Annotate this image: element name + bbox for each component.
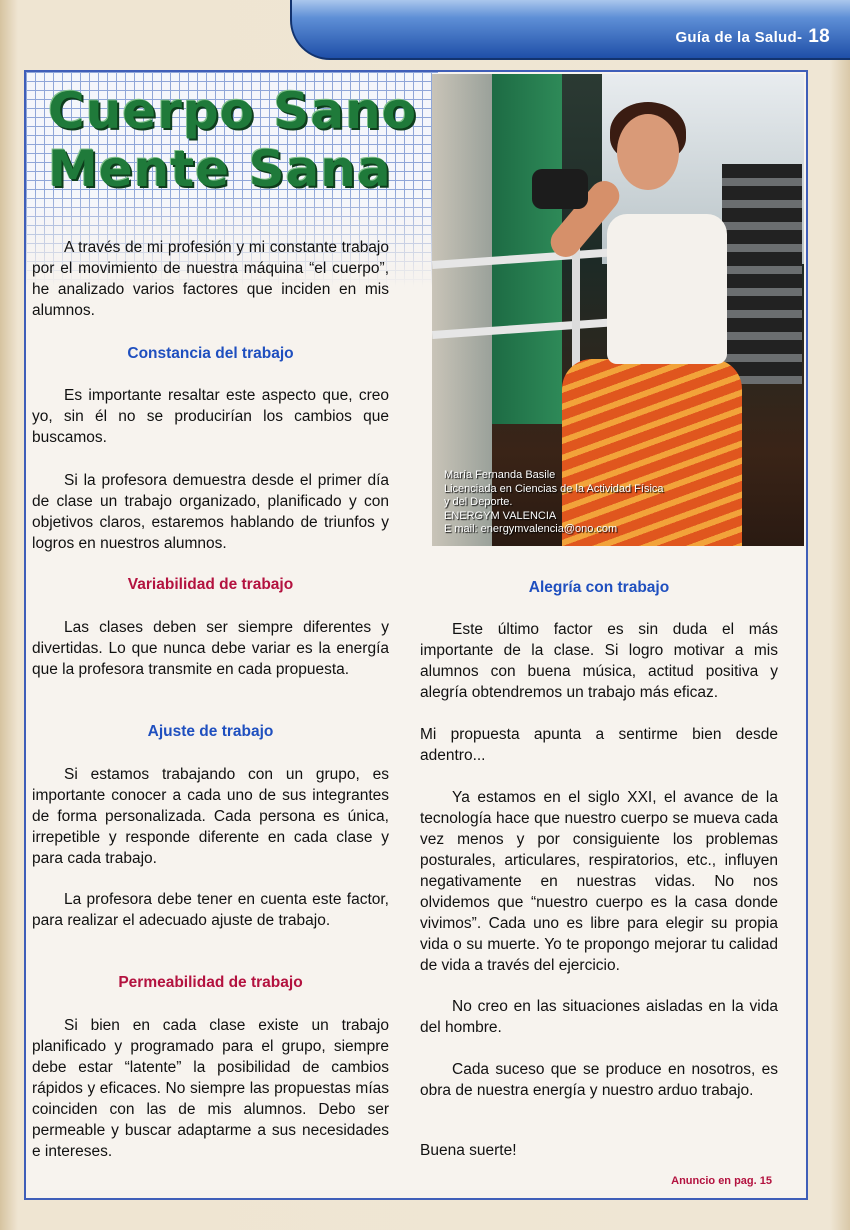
section-heading: Ajuste de trabajo (147, 723, 274, 740)
photo-dumbbell (532, 169, 588, 209)
title-line-1: Cuerpo Sano (48, 82, 418, 140)
paragraph: Cada suceso que se produce en nosotros, es obra de nuestra energía y nuestro arduo trabajo. (420, 1061, 778, 1099)
header-tab (290, 0, 850, 60)
author-photo (432, 74, 804, 546)
section-heading: Constancia del trabajo (127, 345, 294, 362)
left-column (32, 574, 389, 595)
page-number: 18 (808, 26, 830, 47)
paragraph: Este último factor es sin duda el más importante de la clase. Si logro motivar a mis alumnos con buena música, actitud positiva y alegría obtendremos un trabajo más eficaz. (420, 621, 778, 701)
right-column (420, 996, 778, 1038)
section-heading: Permeabilidad de trabajo (118, 974, 303, 991)
photo-dumbbell-rack (722, 164, 802, 384)
title-line-2: Mente Sana (48, 140, 392, 198)
photo-caption (444, 469, 664, 537)
paragraph: Ya estamos en el siglo XXI, el avance de la tecnología hace que nuestro cuerpo se mueva cada vez menos y por consiguiente los problemas posturales, articulares, respiratorios, etc., influyen negativamente en nuestras vidas. No nos olvidemos que “nuestro cuerpo es la casa donde vivimos”. Cada uno es libre para elegir su propia vida o su muerte. Yo te propongo mejorar tu calidad de vida a través del ejercicio. (420, 789, 778, 974)
ad-reference: Anuncio en pag. 15 (671, 1175, 772, 1187)
caption-degree: Licenciada en Ciencias de la Actividad Física (444, 482, 664, 495)
section-name: Guía de la Salud- (675, 29, 803, 46)
right-column (420, 1059, 778, 1101)
right-column (420, 724, 778, 766)
left-column (32, 764, 389, 869)
closing-line: Buena suerte! (420, 1142, 517, 1159)
photo-person-face (617, 114, 679, 190)
photo-person-top (607, 214, 727, 364)
caption-name: María Fernanda Basile (444, 469, 556, 481)
right-column (420, 1140, 778, 1161)
paragraph: Si bien en cada clase existe un trabajo planificado y programado para el grupo, siempre debe estar “latente” la posibilidad de cambios rápidos y eficaces. No siempre las propuestas mías coinciden con las de mis alumnos. Debo ser permeable y buscar adaptarme a sus necesidades e intereses. (32, 1017, 389, 1160)
left-column (32, 343, 389, 364)
caption-gym: ENERGYM VALENCIA (444, 509, 557, 522)
paragraph: La profesora debe tener en cuenta este factor, para realizar el adecuado ajuste de trabajo. (32, 891, 389, 929)
running-header (675, 26, 830, 48)
left-column (32, 617, 389, 680)
paragraph: Si la profesora demuestra desde el primer día de clase un trabajo organizado, planificado y con objetivos claros, estaremos hablando de triunfos y logros en nuestros alumnos. (32, 472, 389, 552)
section-heading: Variabilidad de trabajo (127, 576, 294, 593)
paragraph: Es importante resaltar este aspecto que, creo yo, sin él no se producirían los cambios que buscamos. (32, 387, 389, 446)
section-heading: Alegría con trabajo (528, 579, 670, 596)
caption-email: E mail: energymvalencia@ono.com (444, 523, 618, 535)
paragraph: No creo en las situaciones aisladas en la vida del hombre. (420, 998, 778, 1036)
caption-degree-cont: y del Deporte. (444, 496, 513, 508)
left-column (32, 889, 389, 931)
left-column (32, 237, 389, 321)
left-column (32, 385, 389, 448)
article-title (48, 82, 417, 198)
right-column (420, 619, 778, 703)
intro-paragraph: A través de mi profesión y mi constante trabajo por el movimiento de nuestra máquina “el cuerpo”, he analizado varios factores que inciden en mis alumnos. (32, 239, 389, 319)
paragraph: Las clases deben ser siempre diferentes y divertidas. Lo que nunca debe variar es la energía que la profesora transmite en cada propuesta. (32, 619, 389, 678)
paragraph: Mi propuesta apunta a sentirme bien desde adentro... (420, 726, 778, 764)
left-column (32, 1015, 389, 1162)
right-column (420, 787, 778, 976)
left-column (32, 721, 389, 742)
paragraph: Si estamos trabajando con un grupo, es importante conocer a cada uno de sus integrantes de forma personalizada. Cada persona es única, irrepetible y responde diferente en cada clase y para cada trabajo. (32, 766, 389, 867)
right-column (420, 577, 778, 598)
left-column (32, 972, 389, 993)
left-column (32, 470, 389, 554)
